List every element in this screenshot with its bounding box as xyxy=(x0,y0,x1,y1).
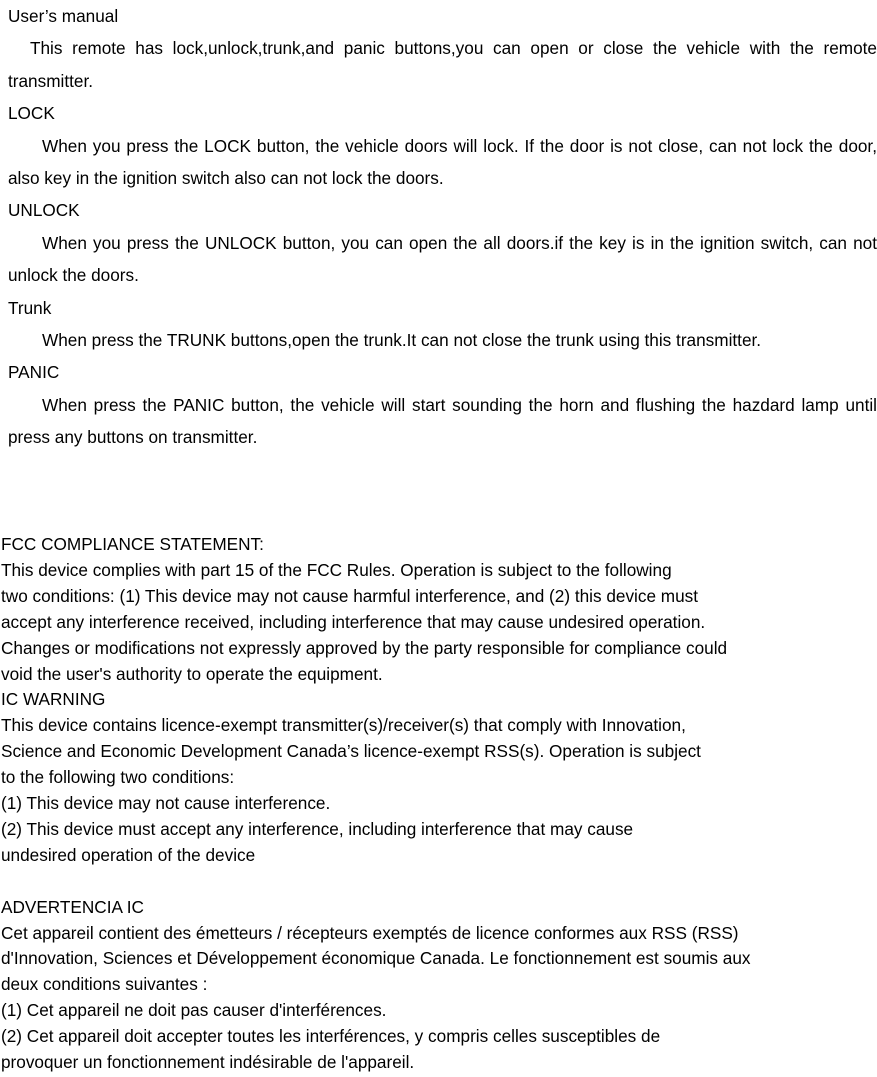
manual-intro: This remote has lock,unlock,trunk,and panic buttons,you can open or close the vehicle with the remote transmitter. xyxy=(8,38,877,91)
unlock-description: When you press the UNLOCK button, you can open the all doors.if the key is in the ignition switch, can not unlock the doors. xyxy=(8,232,877,286)
manual-title: User’s manual xyxy=(8,6,119,26)
ic-warning-heading: IC WARNING xyxy=(1,689,106,710)
ic-fr-line: Cet appareil contient des émetteurs / récepteurs exemptés de licence conformes aux RSS (RSS) xyxy=(1,922,739,943)
lock-heading: LOCK xyxy=(8,103,55,124)
panic-heading: PANIC xyxy=(8,362,60,383)
fcc-line: two conditions: (1) This device may not cause harmful interference, and (2) this device must xyxy=(1,585,699,606)
ic-fr-line: (1) Cet appareil ne doit pas causer d'interférences. xyxy=(1,1000,387,1021)
advertencia-ic-heading: ADVERTENCIA IC xyxy=(1,896,144,917)
ic-fr-line: deux conditions suivantes : xyxy=(1,974,208,995)
trunk-heading: Trunk xyxy=(8,297,52,318)
ic-line: (1) This device may not cause interference. xyxy=(1,793,331,814)
ic-line: This device contains licence-exempt transmitter(s)/receiver(s) that comply with Innovation, xyxy=(1,715,686,736)
ic-line: Science and Economic Development Canada’s licence-exempt RSS(s). Operation is subject xyxy=(1,741,701,762)
lock-description: When you press the LOCK button, the vehicle doors will lock. If the door is not close, can not lock the door, also key in the ignition switch also can not lock the doors. xyxy=(8,135,877,189)
fcc-line: This device complies with part 15 of the FCC Rules. Operation is subject to the following xyxy=(1,559,672,580)
trunk-description: When press the TRUNK buttons,open the trunk.It can not close the trunk using this transmitter. xyxy=(42,330,762,351)
section-spacer xyxy=(1,869,877,895)
ic-line: undesired operation of the device xyxy=(1,844,256,865)
fcc-line: Changes or modifications not expressly approved by the party responsible for compliance could xyxy=(1,637,728,658)
users-manual-section xyxy=(0,0,877,454)
fcc-line: void the user's authority to operate the equipment. xyxy=(1,663,383,684)
compliance-section xyxy=(0,532,877,1076)
fcc-line: accept any interference received, including interference that may cause undesired operation. xyxy=(1,611,706,632)
ic-fr-line: d'Innovation, Sciences et Développement économique Canada. Le fonctionnement est soumis aux xyxy=(1,948,751,969)
fcc-heading: FCC COMPLIANCE STATEMENT: xyxy=(1,534,264,554)
ic-fr-line: (2) Cet appareil doit accepter toutes les interférences, y compris celles susceptibles de xyxy=(1,1026,661,1047)
ic-fr-line: provoquer un fonctionnement indésirable de l'appareil. xyxy=(1,1052,415,1073)
panic-description: When press the PANIC button, the vehicle will start sounding the horn and flushing the hazdard lamp until press any buttons on transmitter. xyxy=(8,394,877,448)
ic-line: to the following two conditions: xyxy=(1,767,235,788)
unlock-heading: UNLOCK xyxy=(8,200,80,221)
ic-line: (2) This device must accept any interference, including interference that may cause xyxy=(1,818,634,839)
